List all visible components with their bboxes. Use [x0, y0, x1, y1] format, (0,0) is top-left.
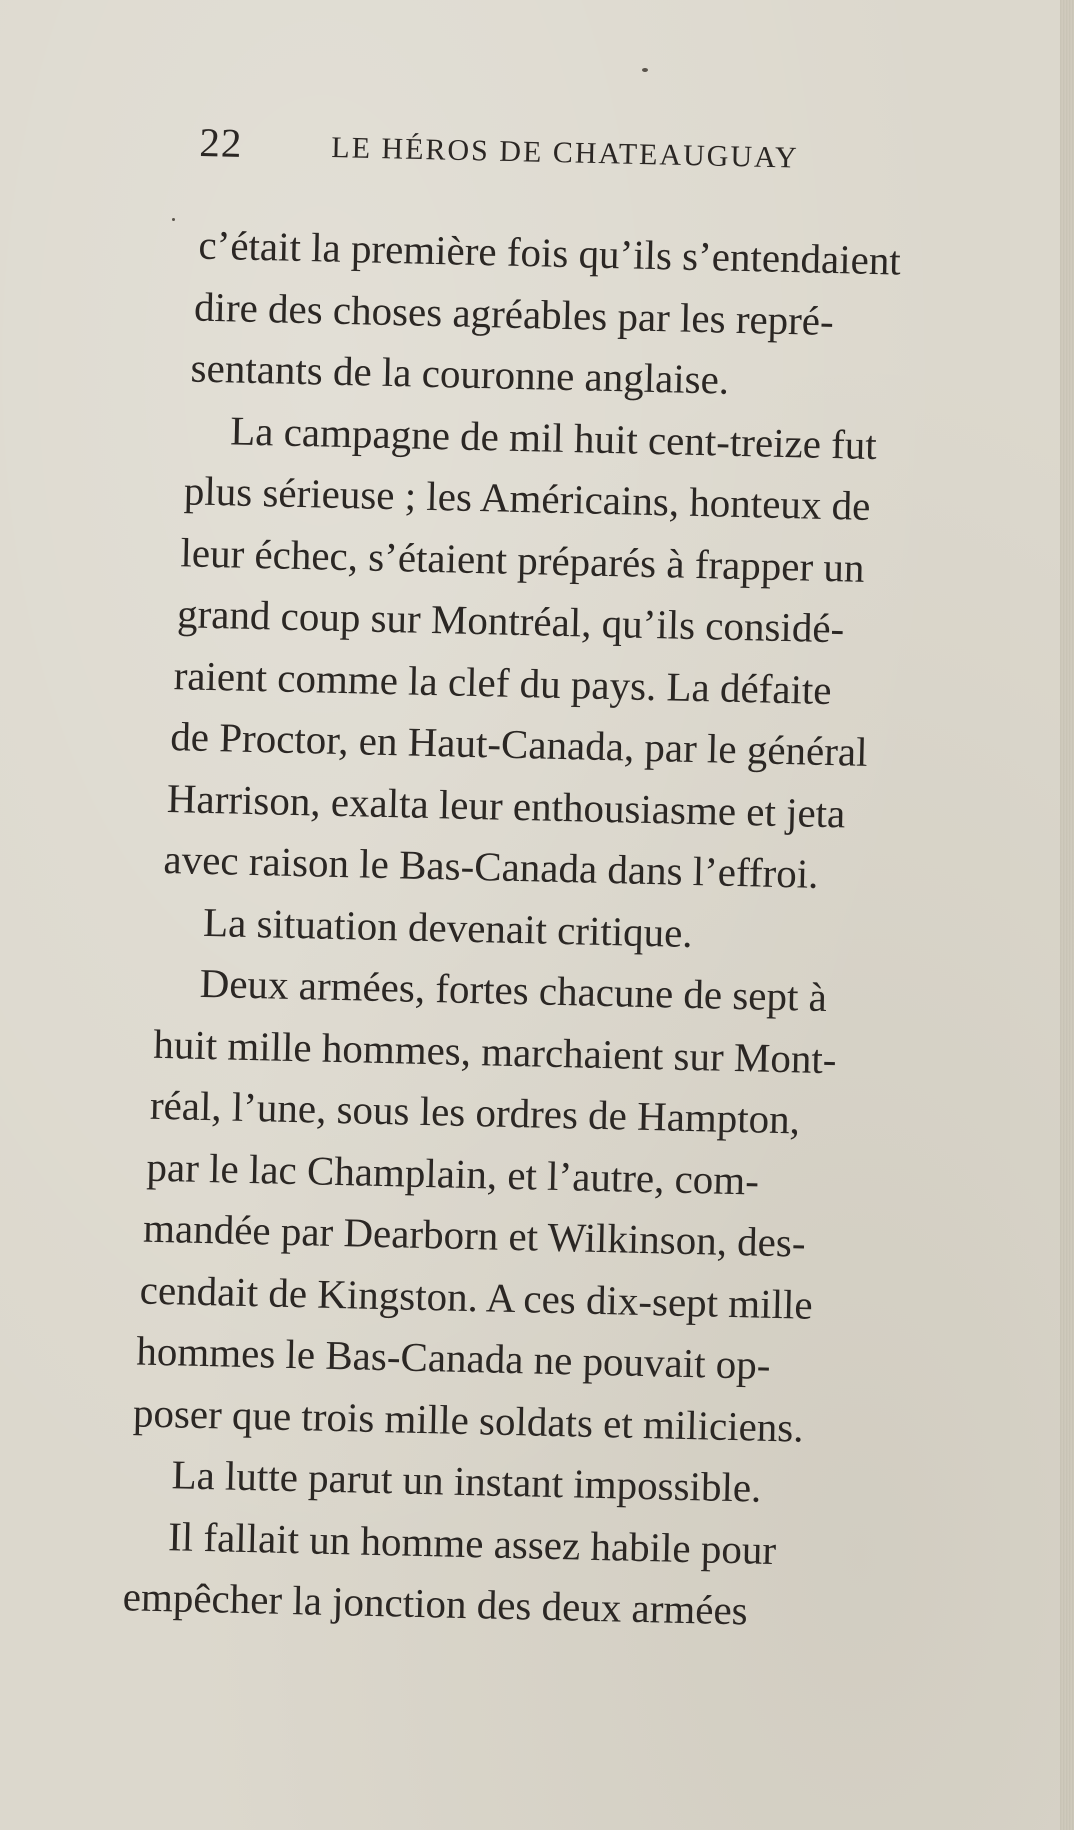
text-line: La situation devenait critique.: [202, 898, 694, 956]
body-text: [122, 221, 1074, 1634]
text-line: sentants de la couronne anglaise.: [190, 344, 730, 403]
text-line: c’était la première fois qu’ils s’entendaient: [198, 221, 902, 284]
text-line: La lutte parut un instant impossible.: [171, 1451, 762, 1511]
text-line: leur échec, s’étaient préparés à frapper un: [180, 529, 865, 591]
page-edge: [1060, 0, 1074, 1830]
text-line: mandée par Dearborn et Wilkinson, des-: [142, 1204, 807, 1266]
page-header: [199, 118, 900, 194]
running-head: LE HÉROS DE CHATEAUGUAY: [330, 130, 800, 175]
text-line: hommes le Bas-Canada ne pouvait op-: [135, 1327, 771, 1388]
text-line: avec raison le Bas-Canada dans l’effroi.: [163, 835, 819, 897]
text-line: par le lac Champlain, et l’autre, com-: [146, 1143, 760, 1204]
text-line: grand coup sur Montréal, qu’ils considé-: [176, 590, 845, 652]
text-line: La campagne de mil huit cent-treize fut: [229, 407, 878, 469]
text-line: de Proctor, en Haut-Canada, par le général: [169, 713, 869, 775]
text-line: dire des choses agréables par les repré-: [193, 283, 835, 345]
text-line: poser que trois mille soldats et miliciens.: [132, 1389, 805, 1451]
ink-speck: [172, 218, 175, 221]
text-line: empêcher la jonction des deux armées: [122, 1573, 749, 1634]
text-line: huit mille hommes, marchaient sur Mont-: [152, 1020, 837, 1083]
text-line: réal, l’une, sous les ordres de Hampton,: [149, 1081, 801, 1143]
text-line: cendait de Kingston. A ces dix-sept mille: [139, 1266, 814, 1328]
ink-speck: [642, 68, 648, 72]
text-line: Deux armées, fortes chacune de sept à: [199, 959, 828, 1021]
text-line: plus sérieuse ; les Américains, honteux de: [183, 467, 871, 529]
page-number: 22: [198, 118, 243, 166]
text-line: Il fallait un homme assez habile pour: [167, 1513, 777, 1574]
text-line: Harrison, exalta leur enthousiasme et jeta: [166, 775, 846, 837]
text-line: raient comme la clef du pays. La défaite: [173, 652, 833, 714]
